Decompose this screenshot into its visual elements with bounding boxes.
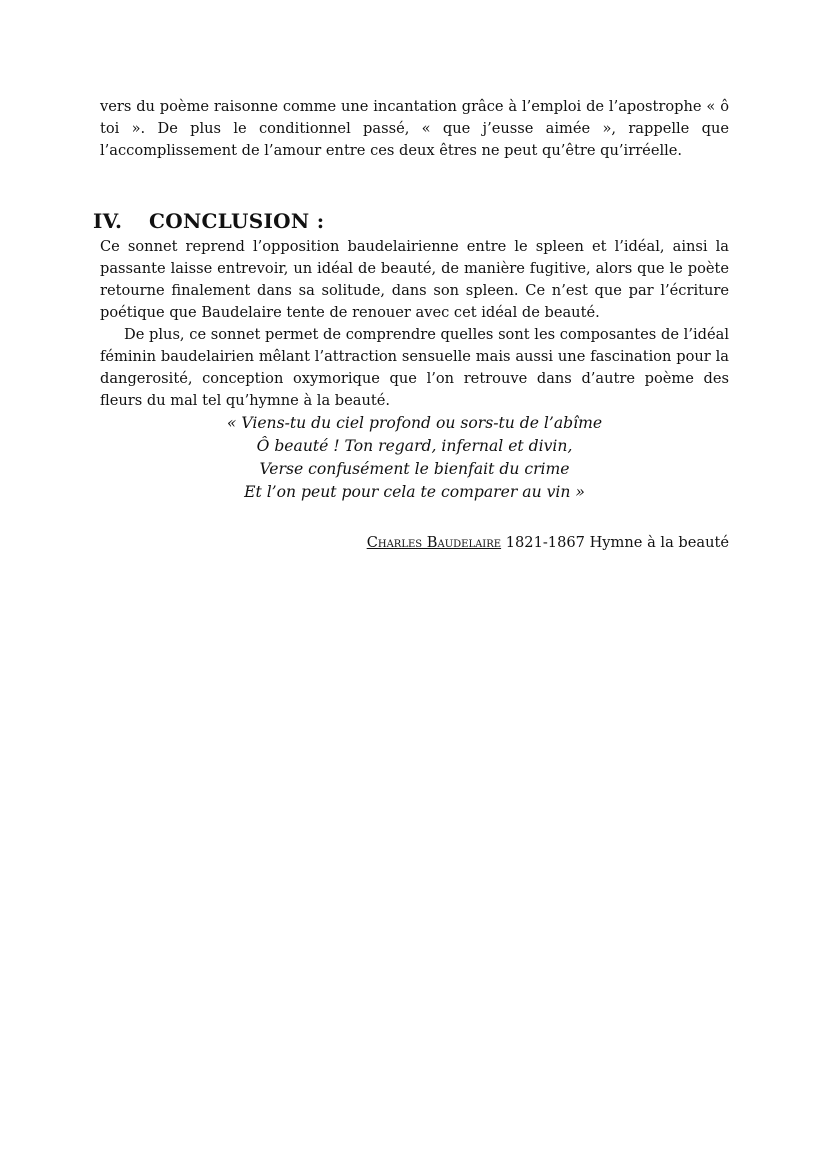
- quote-attribution: [367, 532, 729, 554]
- section-title: CONCLUSION :: [149, 209, 325, 233]
- intro-paragraph: vers du poème raisonne comme une incantation grâce à l’emploi de l’apostrophe « ô toi ». De plus le conditionnel passé, « que j’eusse aimée », rappelle que l’accomplissement de l’amour entre ces deux êtres ne peut qu’être qu’irréelle.: [100, 98, 729, 159]
- section-heading: [93, 207, 324, 235]
- poem-line: Et l’on peut pour cela te comparer au vin »: [244, 483, 585, 501]
- attribution-author: Charles Baudelaire: [366, 534, 502, 551]
- poem-line: « Viens-tu du ciel profond ou sors-tu de l’abîme: [226, 414, 603, 432]
- poem-line: Verse confusément le bienfait du crime: [259, 460, 570, 478]
- poem-line: Ô beauté ! Ton regard, infernal et divin,: [256, 437, 573, 455]
- conclusion-paragraph-2: De plus, ce sonnet permet de comprendre quelles sont les composantes de l’idéal féminin baudelairien mêlant l’attraction sensuelle mais aussi une fascination pour la dangerosité, conception oxymorique que l’on retrouve dans d’autre poème des fleurs du mal tel qu’hymne à la beauté.: [100, 326, 729, 409]
- poem-quote: [100, 412, 729, 504]
- attribution-details: 1821-1867 Hymne à la beauté: [505, 534, 729, 551]
- section-number: IV.: [93, 209, 123, 233]
- conclusion-paragraph-1: Ce sonnet reprend l’opposition baudelairienne entre le spleen et l’idéal, ainsi la passante laisse entrevoir, un idéal de beauté, de manière fugitive, alors que le poète retourne finalement dans sa solitude, dans son spleen. Ce n’est que par l’écriture poétique que Baudelaire tente de renouer avec cet idéal de beauté.: [100, 238, 729, 321]
